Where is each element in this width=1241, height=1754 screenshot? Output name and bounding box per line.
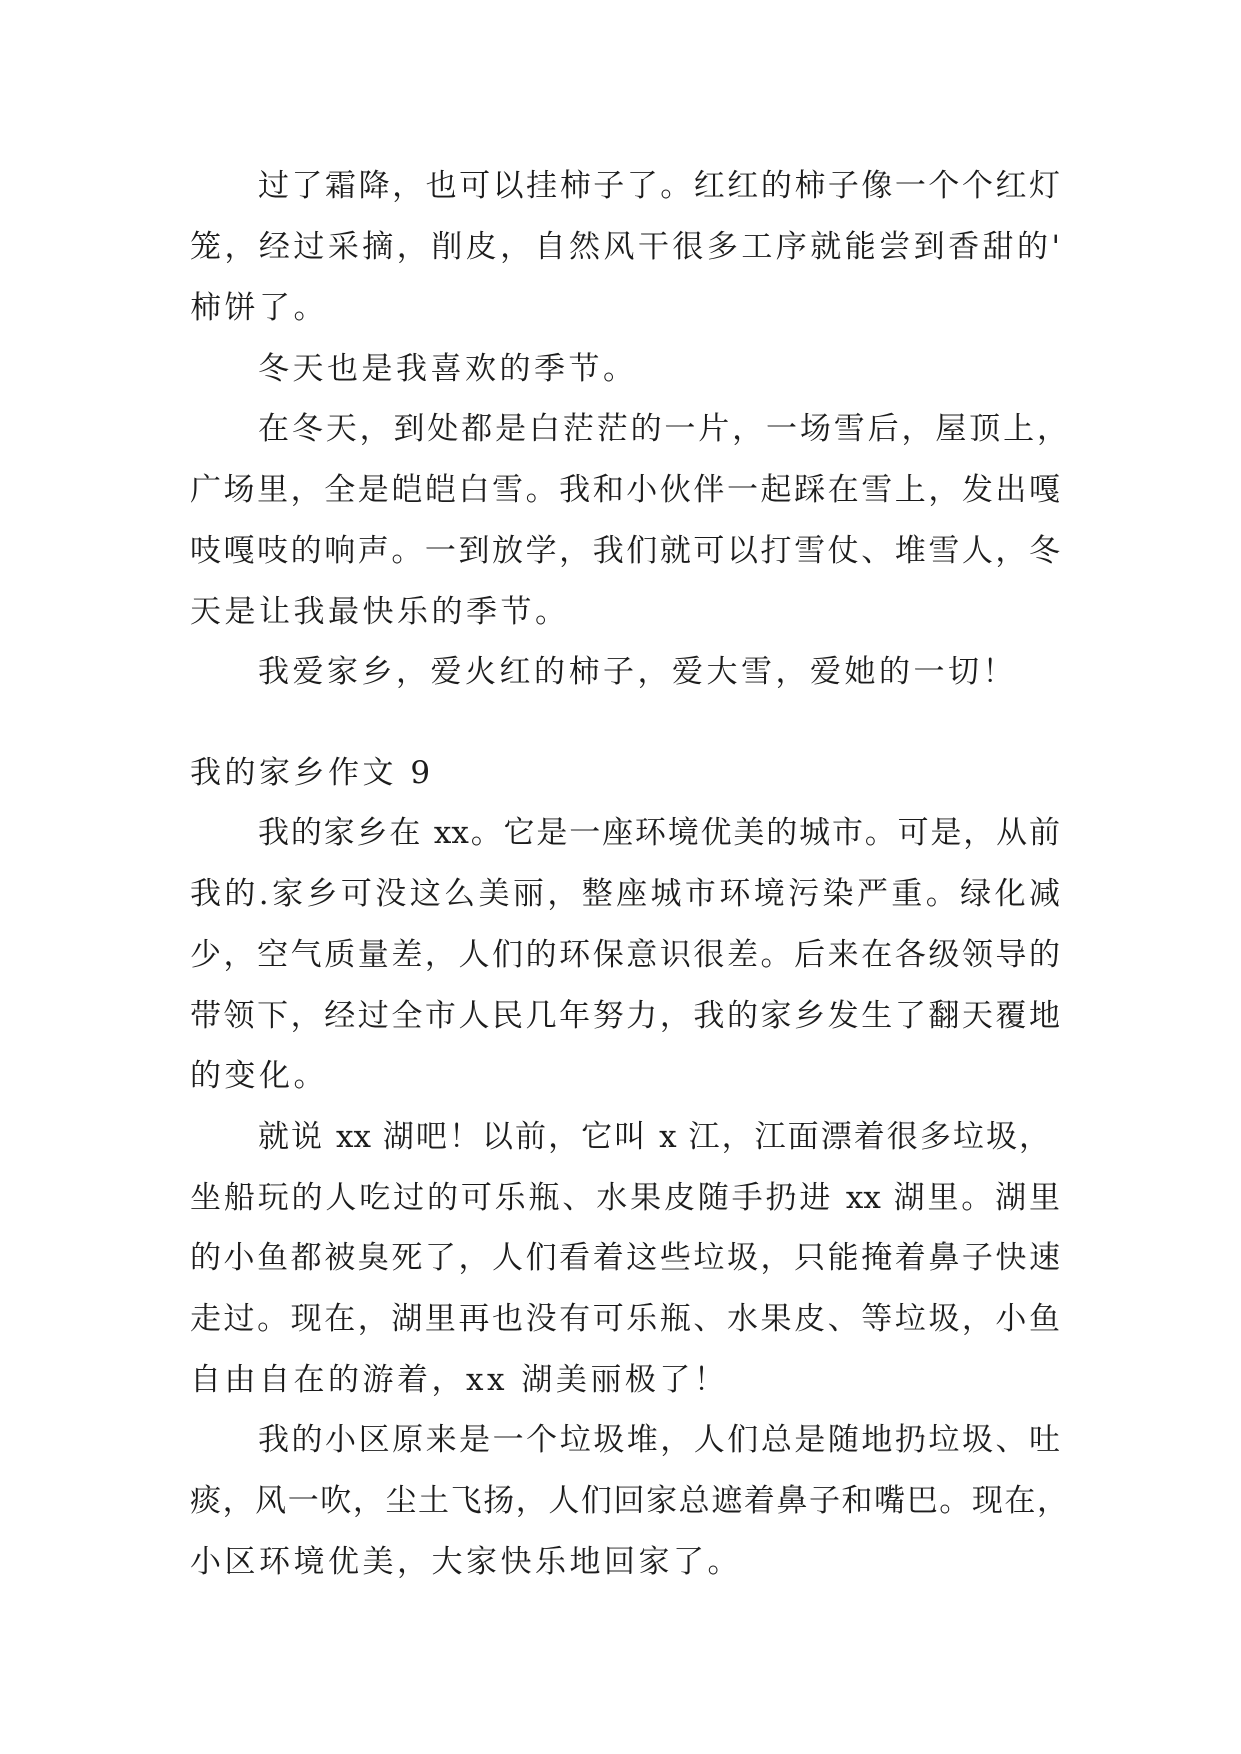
text-line: 过了霜降，也可以挂柿子了。红红的柿子像一个个红灯 (258, 168, 1060, 204)
text-line: 走过。现在，湖里再也没有可乐瓶、水果皮、等垃圾，小鱼 (190, 1301, 1060, 1337)
text-line: 小区环境优美，大家快乐地回家了。 (190, 1544, 742, 1580)
text-line: 天是让我最快乐的季节。 (190, 594, 570, 630)
text-line: 的变化。 (190, 1058, 328, 1094)
text-line: 就说 xx 湖吧！以前，它叫 x 江，江面漂着很多垃圾， (258, 1119, 1050, 1155)
text-line: 我的家乡在 xx。它是一座环境优美的城市。可是，从前 (258, 815, 1060, 851)
text-line: 在冬天，到处都是白茫茫的一片，一场雪后，屋顶上， (258, 411, 1068, 447)
text-line: 坐船玩的人吃过的可乐瓶、水果皮随手扔进 xx 湖里。湖里 (190, 1180, 1060, 1216)
text-line: 的小鱼都被臭死了，人们看着这些垃圾，只能掩着鼻子快速 (190, 1240, 1060, 1276)
text-line: 我的家乡作文 9 (190, 755, 434, 791)
text-line: 自由自在的游着，xx 湖美丽极了！ (190, 1362, 729, 1398)
text-line: 带领下，经过全市人民几年努力，我的家乡发生了翻天覆地 (190, 998, 1060, 1034)
text-line: 少，空气质量差，人们的环保意识很差。后来在各级领导的 (190, 937, 1060, 973)
text-line: 吱嘎吱的响声。一到放学，我们就可以打雪仗、堆雪人，冬 (190, 533, 1060, 569)
text-line: 柿饼了。 (190, 290, 328, 326)
text-line: 笼，经过采摘，削皮，自然风干很多工序就能尝到香甜的' (190, 229, 1060, 265)
text-line: 我的.家乡可没这么美丽，整座城市环境污染严重。绿化减 (190, 876, 1060, 912)
text-line: 我的小区原来是一个垃圾堆，人们总是随地扔垃圾、吐 (258, 1422, 1060, 1458)
text-line: 我爱家乡，爱火红的柿子，爱大雪，爱她的一切！ (258, 654, 1017, 690)
text-line: 广场里，全是皑皑白雪。我和小伙伴一起踩在雪上，发出嘎 (190, 472, 1060, 508)
text-line: 冬天也是我喜欢的季节。 (258, 351, 638, 387)
text-line: 痰，风一吹，尘土飞扬，人们回家总遮着鼻子和嘴巴。现在， (190, 1483, 1068, 1519)
